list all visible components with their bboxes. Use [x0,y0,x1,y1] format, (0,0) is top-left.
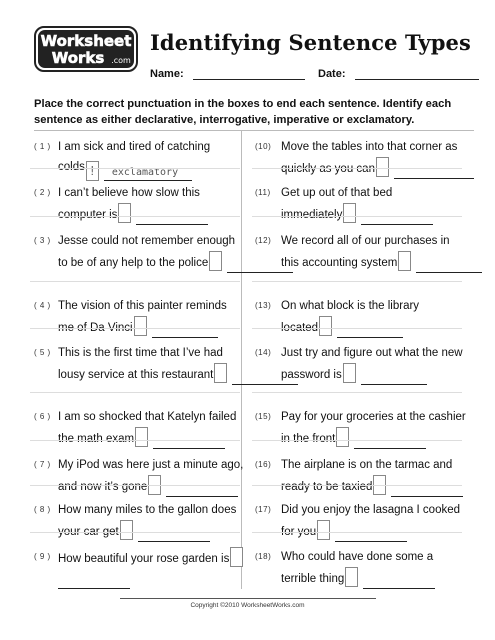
item-number: ( 4 ) [34,301,51,310]
svg-text:.com: .com [111,56,131,65]
item-separator [252,328,462,329]
sentence-text [58,296,227,338]
item-number: ( 6 ) [34,412,51,421]
sentence-text [58,137,210,181]
sentence-line-2-text: for you [281,526,317,538]
sentence-line-1-text: Get up out of that bed [281,187,393,199]
sentence-line-2 [281,475,463,497]
item-separator [252,168,462,169]
item-separator [252,281,462,282]
sentence-line-2-text: lousy service at this restaurant [58,369,214,381]
sentence-line-2 [58,363,298,385]
sentence-line-2-text: in the front [281,433,336,445]
sentence-line-2-text: and now it’s gone [58,481,148,493]
sentence-text [281,500,460,542]
sentence-type-answer[interactable] [335,528,407,542]
item-separator [30,168,240,169]
punctuation-box[interactable] [230,547,243,567]
item-separator [30,485,240,486]
sentence-type-answer[interactable] [354,435,426,449]
item-number: (16) [255,460,272,469]
sentence-line-1-text: The airplane is on the tarmac and [281,459,453,471]
sentence-text [281,455,463,497]
sentence-line-2 [58,520,236,542]
item-number: ( 9 ) [34,552,51,561]
sentence-line-2-text: to be of any help to the police [58,257,209,269]
top-divider [34,130,474,131]
date-field[interactable] [318,68,479,80]
sentence-type-answer[interactable] [138,528,210,542]
sentence-line-2-text: terrible thing [281,573,345,585]
sentence-line-1 [281,296,419,316]
item-number: ( 7 ) [34,460,51,469]
sentence-line-1-text: I am sick and tired of catching [58,141,211,153]
sentence-type-answer[interactable] [152,324,218,338]
punctuation-box[interactable] [336,427,349,447]
item-number: (14) [255,348,272,357]
sentence-text [58,407,236,449]
sentence-line-1-text: Jesse could not remember enough [58,235,236,247]
punctuation-box[interactable] [343,363,356,383]
item-number: (10) [255,142,272,151]
sentence-type-answer[interactable] [58,575,130,589]
punctuation-box[interactable] [135,427,148,447]
date-line[interactable] [355,68,479,80]
item-separator [252,485,462,486]
sentence-line-1-text: On what block is the library [281,300,420,312]
sentence-type-answer[interactable] [153,435,225,449]
punctuation-box[interactable] [134,316,147,336]
sentence-line-2 [58,203,208,225]
sentence-line-2 [58,427,236,449]
sentence-line-1 [58,500,236,520]
sentence-line-2-text: ready to be taxied [281,481,373,493]
sentence-type-answer[interactable] [416,259,482,273]
sentence-text [281,137,474,179]
punctuation-box[interactable] [118,203,131,223]
item-separator [252,532,462,533]
punctuation-box[interactable] [376,157,389,177]
item-separator [30,281,240,282]
item-number: ( 1 ) [34,142,51,151]
sentence-line-2 [58,475,243,497]
sentence-line-2-text: this accounting system [281,257,398,269]
sentence-line-1-text: This is the first time that I’ve had [58,347,223,359]
sentence-line-1 [58,183,208,203]
name-field[interactable] [150,68,305,80]
sentence-line-1 [281,231,482,251]
sentence-text [58,500,236,542]
item-separator [30,216,240,217]
sentence-line-2 [281,203,433,225]
answer-line [58,569,243,589]
sentence-line-2-text: your car get [58,526,119,538]
item-separator [252,392,462,393]
item-number: (11) [255,188,271,197]
sentence-line-2 [281,363,463,385]
punctuation-box[interactable] [120,520,133,540]
sentence-type-answer[interactable] [363,575,435,589]
sentence-line-2 [281,427,466,449]
sentence-line-1 [281,183,433,203]
sentence-text [281,407,466,449]
sentence-line-2 [58,316,227,338]
sentence-line-1-text: Pay for your groceries at the cashier [281,411,466,423]
item-separator [252,216,462,217]
sentence-line-1-text: Who could have done some a [281,551,434,563]
item-separator [30,440,240,441]
sentence-line-1-text: How beautiful your rose garden is [58,553,230,565]
sentence-line-1 [281,455,463,475]
sentence-line-2 [281,251,482,273]
instructions: Place the correct punctuation in the boxes to end each sentence. Identify each sentence as either declarative, interrogative, imperative or exclamatory. [34,98,452,126]
item-separator [30,392,240,393]
item-number: ( 5 ) [34,348,51,357]
item-number: ( 2 ) [34,188,51,197]
sentence-line-1 [281,547,435,567]
sentence-line-1 [58,407,236,427]
sentence-line-1 [58,547,243,569]
sentence-line-1 [58,455,243,475]
sentence-text [281,343,463,385]
sentence-text [58,183,208,225]
sentence-line-1-text: How many miles to the gallon does [58,504,237,516]
item-number: (13) [255,301,272,310]
sentence-line-1 [281,500,460,520]
svg-text:Works: Works [51,49,105,67]
sentence-line-2 [58,157,210,181]
sentence-line-1-text: My iPod was here just a minute ago, [58,459,244,471]
sentence-line-1-text: The vision of this painter reminds [58,300,227,312]
punctuation-box[interactable] [343,203,356,223]
sentence-line-1 [58,296,227,316]
item-number: (12) [255,236,272,245]
sentence-line-2-text: quickly as you can [281,163,375,175]
sentence-text [58,455,243,497]
sentence-line-1 [281,407,466,427]
sentence-line-2-text: immediately [281,209,343,221]
item-number: (17) [255,505,272,514]
sentence-line-1 [58,137,210,157]
footer-line [120,598,376,599]
item-separator [30,532,240,533]
sentence-type-answer[interactable] [337,324,403,338]
sentence-type-answer[interactable] [361,211,433,225]
worksheetworks-logo [34,26,138,72]
sentence-line-2 [281,316,419,338]
sentence-line-1 [281,343,463,363]
sentence-line-2-text: colds [58,161,85,173]
sentence-text [281,231,482,273]
sentence-line-2 [281,520,460,542]
sentence-line-2 [281,567,435,589]
sentence-line-2-text: the math exam [58,433,135,445]
sentence-line-1-text: Just try and figure out what the new [281,347,463,359]
item-separator [30,328,240,329]
item-number: (15) [255,412,272,421]
item-number: (18) [255,552,272,561]
sentence-type-answer[interactable] [136,211,208,225]
sentence-line-1-text: I can’t believe how slow this [58,187,200,199]
sentence-text [58,547,243,589]
item-separator [252,440,462,441]
sentence-text [281,183,433,225]
item-number: ( 3 ) [34,236,51,245]
punctuation-box[interactable]: ! [86,161,99,181]
sentence-line-2-text: computer is [58,209,118,221]
sentence-text [281,296,419,338]
sentence-line-1-text: Move the tables into that corner as [281,141,458,153]
sentence-type-answer[interactable]: exclamatory [104,167,192,181]
sentence-line-1-text: Did you enjoy the lasagna I cooked [281,504,461,516]
sentence-type-answer[interactable] [361,371,427,385]
punctuation-box[interactable] [209,251,222,271]
punctuation-box[interactable] [398,251,411,271]
punctuation-box[interactable] [214,363,227,383]
sentence-line-2-text: located [281,322,319,334]
date-label: Date: [318,68,346,80]
item-number: ( 8 ) [34,505,51,514]
sentence-line-2 [58,251,293,273]
sentence-line-1 [281,137,474,157]
punctuation-box[interactable] [317,520,330,540]
sentence-text [281,547,435,589]
punctuation-box[interactable] [319,316,332,336]
sentence-line-2-text: me of Da Vinci [58,322,133,334]
name-line[interactable] [193,68,305,80]
copyright: Copyright ©2010 WorksheetWorks.com [190,602,305,609]
sentence-line-1-text: We record all of our purchases in [281,235,450,247]
worksheet-title: Identifying Sentence Types [150,30,471,55]
sentence-line-2-text: password is [281,369,342,381]
sentence-line-1-text: I am so shocked that Katelyn failed [58,411,237,423]
svg-text:Worksheet: Worksheet [40,32,132,50]
punctuation-box[interactable] [345,567,358,587]
name-label: Name: [150,68,184,80]
